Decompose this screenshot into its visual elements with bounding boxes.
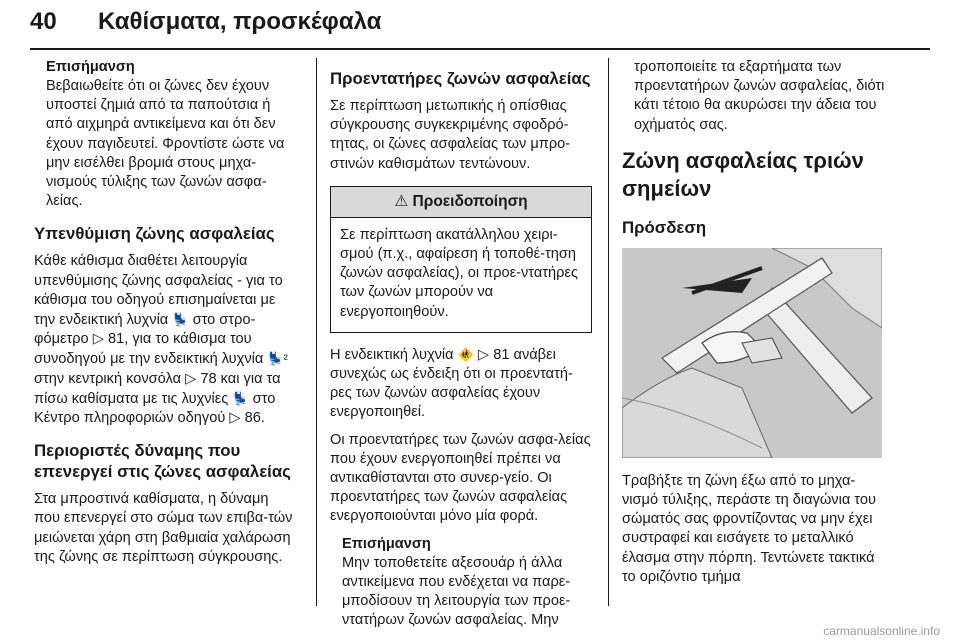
page-header — [0, 0, 960, 48]
page-ref-78[interactable]: 78 — [200, 370, 217, 387]
note-heading: Επισήμανση — [46, 59, 135, 75]
heading-fastening: Πρόσδεση — [622, 217, 707, 237]
airbag-pretensioner-icon: 🚸 — [457, 346, 474, 362]
rear-seatbelt-icon: 💺 — [232, 390, 249, 406]
page-reference-arrow-icon: ▷ — [185, 370, 197, 387]
page-number: 40 — [30, 8, 57, 35]
header-rule — [30, 48, 930, 50]
note-belts-damage — [34, 58, 296, 211]
warning-text: Σε περίπτωση ακατάλληλου χειρι-σμού (π.χ., αφαίρεση ή τοποθέ-τηση ζωνών ασφαλείας), οι προε-ντατήρες των ζωνών μπορούν να ενεργοποιηθούν. — [340, 226, 579, 320]
note-text-continued: τροποποιείτε τα εξαρτήματα των προεντατήρων ζωνών ασφαλείας, διότι κάτι τέτοιο θα ακυρώσει την άδεια του οχήματός σας. — [634, 59, 885, 133]
page-title: Καθίσματα, προσκέφαλα — [98, 8, 382, 35]
warning-triangle-icon: ⚠ — [394, 192, 409, 210]
note-continued — [622, 58, 890, 135]
column-2 — [330, 58, 592, 630]
heading-pretensioners: Προεντατήρες ζωνών ασφαλείας — [330, 69, 591, 88]
note-accessories — [330, 535, 592, 631]
paragraph-lamp: Η ενδεικτική λυχνία 🚸 ▷ 81 ανάβει συνεχώς ως ένδειξη ότι οι προεντατή-ρες των ζωνών ασφαλείας έχουν ενεργοποιηθεί. — [330, 346, 573, 421]
paragraph-seatbelt-reminder: Κάθε κάθισμα διαθέτει λειτουργία υπενθύμισης ζώνης ασφαλείας - για το κάθισμα του οδηγού επισημαίνεται με την ενδεικτική λυχνία 💺 στο στρο-φόμετρο ▷ 81, για το κάθισμα του συνοδηγού με την ενδεικτική λυχνία 💺² στην κεντρική κονσόλα ▷ 78 και για τα πίσω καθίσματα με τις λυχνίες 💺 στο Κέντρο πληροφοριών οδηγού ▷ 86. — [34, 253, 288, 427]
page-ref-86[interactable]: 86. — [244, 410, 265, 427]
column-1 — [34, 58, 296, 567]
note-text: Μην τοποθετείτε αξεσουάρ ή άλλα αντικείμενα που ενδέχεται να παρε-μποδίσουν τη λειτουργία των προε-ντατήρων ζωνών ασφαλείας. Μην — [342, 554, 571, 629]
page-ref-81-b[interactable]: 81 — [493, 346, 510, 363]
paragraph-force-limiters: Στα μπροστινά καθίσματα, η δύναμη που επενεργεί στο σώμα των επιβα-τών μειώνεται χάρη στη βαθμιαία χαλάρωση της ζώνης σε περίπτωση σύγκρουσης. — [34, 491, 293, 565]
page-reference-arrow-icon: ▷ — [92, 331, 104, 348]
heading-force-limiters: Περιοριστές δύναμης που επενεργεί στις ζώνες ασφαλείας — [34, 441, 291, 482]
heading-seatbelt-reminder: Υπενθύμιση ζώνης ασφαλείας — [34, 224, 275, 244]
paragraph-fastening: Τραβήξτε τη ζώνη έξω από το μηχα-νισμό τύλιξης, περάστε τη διαγώνια του σώματός σας φροντίζοντας να μην έχει συστραφεί και εισάγετε το μεταλλικό έλασμα στην πόρπη. Τεντώνετε τακτικά το οριζόντιο τμήμα — [622, 472, 876, 585]
warning-heading: ⚠ Προειδοποίηση — [331, 187, 591, 218]
paragraph-pretensioners: Σε περίπτωση μετωπικής ή οπίσθιας σύγκρουσης συγκεκριμένης σφοδρό-τητας, οι ζώνες ασφαλείας των μπρο-στινών καθισμάτων τεντώνουν. — [330, 98, 571, 172]
paragraph-activated: Οι προεντατήρες των ζωνών ασφα-λείας που έχουν ενεργοποιηθεί πρέπει να αντικαθίστανται στο συνερ-γείο. Οι προεντατήρες των ζωνών ασφαλείας ενεργοποιούνται μόνο μία φορά. — [330, 431, 591, 525]
page-reference-arrow-icon: ▷ — [229, 410, 241, 427]
warning-box — [330, 186, 592, 333]
heading-three-point-belt: Ζώνη ασφαλείας τριών σημείων — [622, 147, 864, 201]
column-3 — [622, 58, 890, 587]
watermark: carmanualsonline.info — [823, 624, 940, 638]
page-ref-81[interactable]: 81 — [108, 331, 125, 348]
passenger-seatbelt-icon: 💺² — [267, 351, 288, 367]
page-reference-arrow-icon: ▷ — [477, 346, 490, 363]
seatbelt-illustration — [622, 248, 882, 458]
note-text: Βεβαιωθείτε ότι οι ζώνες δεν έχουν υποστεί ζημιά από τα παπούτσια ή από αιχμηρά αντικείμενα και ότι δεν έχουν παγιδευτεί. Φροντίστε ώστε να μην εισέλθει βρομιά στους μηχα-νισμούς τύλιξης των ζωνών ασφα-λείας. — [46, 78, 285, 210]
seatbelt-reminder-icon: 💺 — [172, 312, 189, 328]
note-heading: Επισήμανση — [342, 535, 431, 552]
